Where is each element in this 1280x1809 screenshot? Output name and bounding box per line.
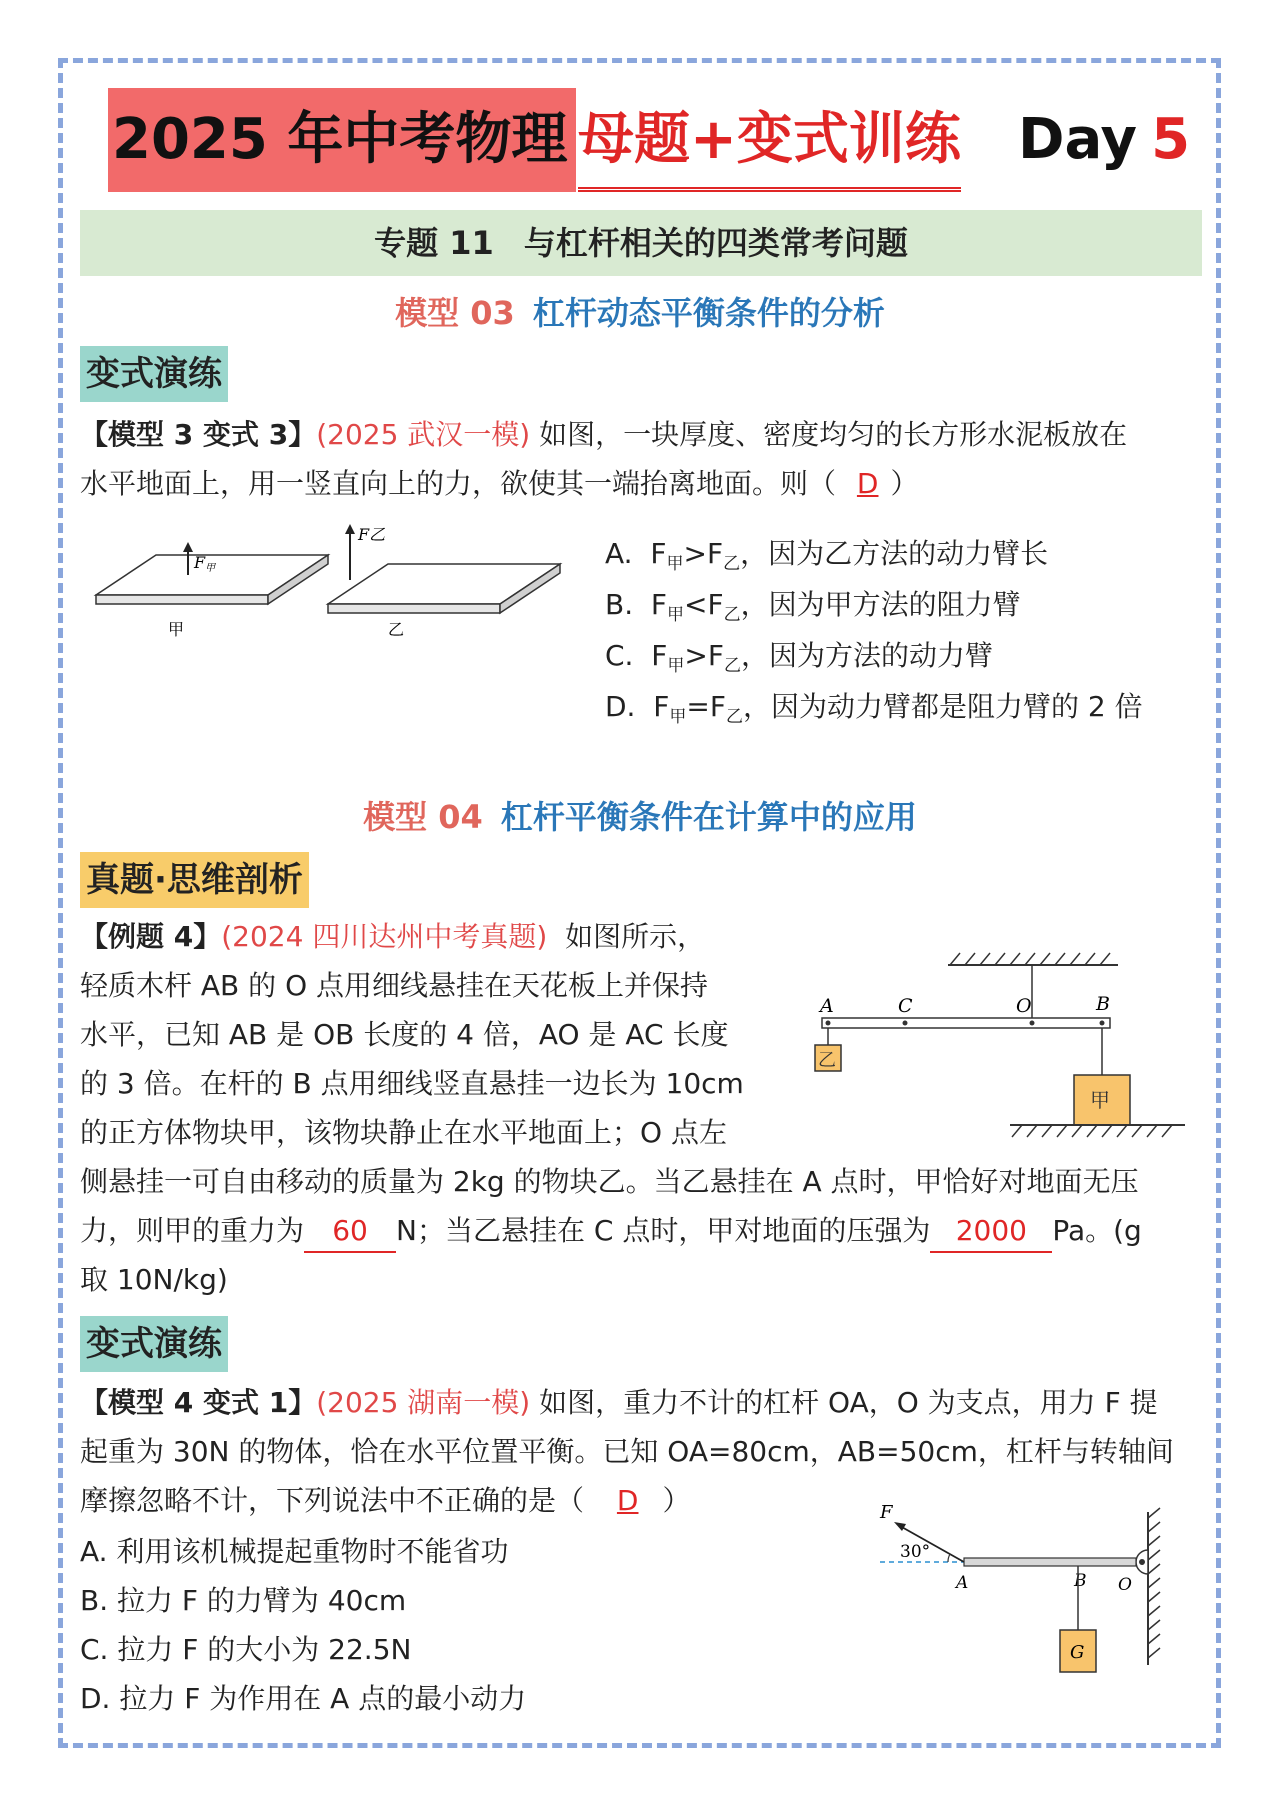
q2-line-3: 水平，已知 AB 是 OB 长度的 4 倍，AO 是 AC 长度 (80, 1018, 729, 1051)
force-b-label: F乙 (358, 525, 386, 544)
force-a-label: F甲 (194, 553, 216, 574)
section-tag-practice: 变式演练 (80, 346, 228, 402)
slab-b (328, 564, 560, 604)
q2-bracket: 【例题 4】 (80, 920, 222, 953)
q3-option-d: D. 拉力 F 为作用在 A 点的最小动力 (80, 1682, 527, 1715)
question-2-text-cont (80, 1157, 1210, 1304)
day-label: Day (1018, 107, 1138, 172)
question-1-text (80, 410, 1210, 508)
label-a: A (820, 995, 834, 1017)
q3-option-c: C. 拉力 F 的大小为 22.5N (80, 1633, 412, 1666)
q1-text-line1: 如图，一块厚度、密度均匀的长方形水泥板放在 (539, 418, 1128, 451)
q1-bracket: 【模型 3 变式 3】 (80, 418, 317, 451)
topic-banner (80, 210, 1202, 276)
q3-text-line1: 如图，重力不计的杠杆 OA，O 为支点，用力 F 提 (539, 1386, 1158, 1419)
slab-a-edge (96, 595, 268, 604)
wall-hatch (1148, 1508, 1160, 1658)
q2-line-8: 取 10N/kg) (80, 1263, 228, 1296)
q3-bracket: 【模型 4 变式 1】 (80, 1386, 317, 1419)
title-red: 母题+变式训练 (578, 88, 961, 192)
q3-close: ） (662, 1484, 691, 1517)
q3-option-a: A. 利用该机械提起重物时不能省功 (80, 1535, 509, 1568)
q1-source: (2025 武汉一模) (316, 418, 531, 451)
model-03-name: 杠杆动态平衡条件的分析 (532, 294, 885, 332)
title-black: 2025 年中考物理 (108, 88, 576, 192)
q1-close: ） (890, 467, 919, 500)
label-o: O (1118, 1575, 1132, 1595)
page-title (108, 88, 1191, 193)
slab-b-edge (328, 604, 500, 613)
q2-line-7c: Pa。(g (1052, 1214, 1142, 1247)
point-b (1100, 1021, 1105, 1026)
q2-line-2: 轻质木杆 AB 的 O 点用细线悬挂在天花板上并保持 (80, 969, 709, 1002)
lever-oa (964, 1558, 1136, 1566)
point-c (903, 1021, 908, 1026)
label-f: F (880, 1502, 893, 1523)
slab-a (96, 555, 328, 595)
label-a: A (956, 1573, 969, 1593)
label-g: G (1070, 1642, 1085, 1663)
slab-figure (88, 520, 578, 650)
q2-source: (2024 四川达州中考真题) (221, 920, 548, 953)
label-c: C (898, 995, 913, 1017)
day-number: 5 (1151, 107, 1191, 172)
q1-option-a: A. $F_甲>F_乙$，因为乙方法的动力臂长 (605, 537, 1049, 574)
slab-b-label: 乙 (388, 620, 405, 639)
lever-bar (822, 1018, 1110, 1028)
force-b-arrowhead (345, 524, 355, 534)
q3-text-line3: 摩擦忽略不计，下列说法中不正确的是（ (80, 1484, 585, 1517)
q1-text-line2: 水平地面上，用一竖直向上的力，欲使其一端抬离地面。则（ (80, 467, 837, 500)
topic-name: 与杠杆相关的四类常考问题 (523, 224, 908, 262)
q3-source: (2025 湖南一模) (316, 1386, 531, 1419)
force-a-arrowhead (183, 542, 193, 552)
q1-option-c: C. $F_甲>F_乙$，因为方法的动力臂 (605, 639, 993, 676)
q2-answer-1: 60 (304, 1211, 396, 1253)
lever-ceiling-figure (800, 945, 1200, 1140)
ground-hatch (1012, 1125, 1172, 1137)
q2-line-4: 的 3 倍。在杆的 B 点用细线竖直悬挂一边长为 10cm (80, 1067, 744, 1100)
ceiling-hatch (950, 953, 1110, 965)
block-jia-label: 甲 (1090, 1088, 1110, 1112)
section-tag-real-exam: 真题·思维剖析 (80, 852, 309, 908)
point-a (826, 1021, 831, 1026)
q2-line-5: 的正方体物块甲，该物块静止在水平地面上；O 点左 (80, 1116, 727, 1149)
point-o (1030, 1021, 1035, 1026)
question-2-text (80, 912, 780, 1157)
section-tag-practice-2: 变式演练 (80, 1316, 228, 1372)
force-f-arrowhead (894, 1522, 906, 1531)
angle-arc (948, 1554, 950, 1562)
q2-line-1: 如图所示， (565, 920, 706, 953)
q1-answer: D (856, 467, 879, 500)
pivot-o (1139, 1559, 1145, 1565)
label-b: B (1074, 1571, 1087, 1591)
day-badge (1018, 88, 1190, 192)
q2-line-6: 侧悬挂一可自由移动的质量为 2kg 的物块乙。当乙悬挂在 A 点时，甲恰好对地面无压 (80, 1165, 1139, 1198)
q3-option-b: B. 拉力 F 的力臂为 40cm (80, 1584, 407, 1617)
model-04-name: 杠杆平衡条件在计算中的应用 (500, 798, 917, 836)
topic-label: 专题 11 (374, 224, 494, 262)
q2-line-7b: N；当乙悬挂在 C 点时，甲对地面的压强为 (396, 1214, 931, 1247)
label-b: B (1096, 993, 1110, 1015)
model-04-heading (0, 792, 1280, 838)
model-03-heading (0, 288, 1280, 334)
slab-a-label: 甲 (168, 620, 185, 639)
model-04-number: 模型 04 (363, 798, 483, 836)
label-o: O (1016, 995, 1032, 1017)
model-03-number: 模型 03 (395, 294, 515, 332)
q3-answer: D (616, 1484, 639, 1517)
lever-wall-figure (860, 1500, 1200, 1710)
q2-answer-2: 2000 (930, 1211, 1052, 1253)
q1-option-b: B. $F_甲<F_乙$，因为甲方法的阻力臂 (605, 588, 1021, 625)
q3-text-line2: 起重为 30N 的物体，恰在水平位置平衡。已知 OA=80cm，AB=50cm，杠杆与转轴间 (80, 1435, 1174, 1468)
label-angle: 30° (900, 1542, 931, 1562)
q1-option-d: D. $F_甲=F_乙$，因为动力臂都是阻力臂的 2 倍 (605, 690, 1143, 727)
q2-line-7a: 力，则甲的重力为 (80, 1214, 305, 1247)
block-yi-label: 乙 (818, 1050, 836, 1071)
